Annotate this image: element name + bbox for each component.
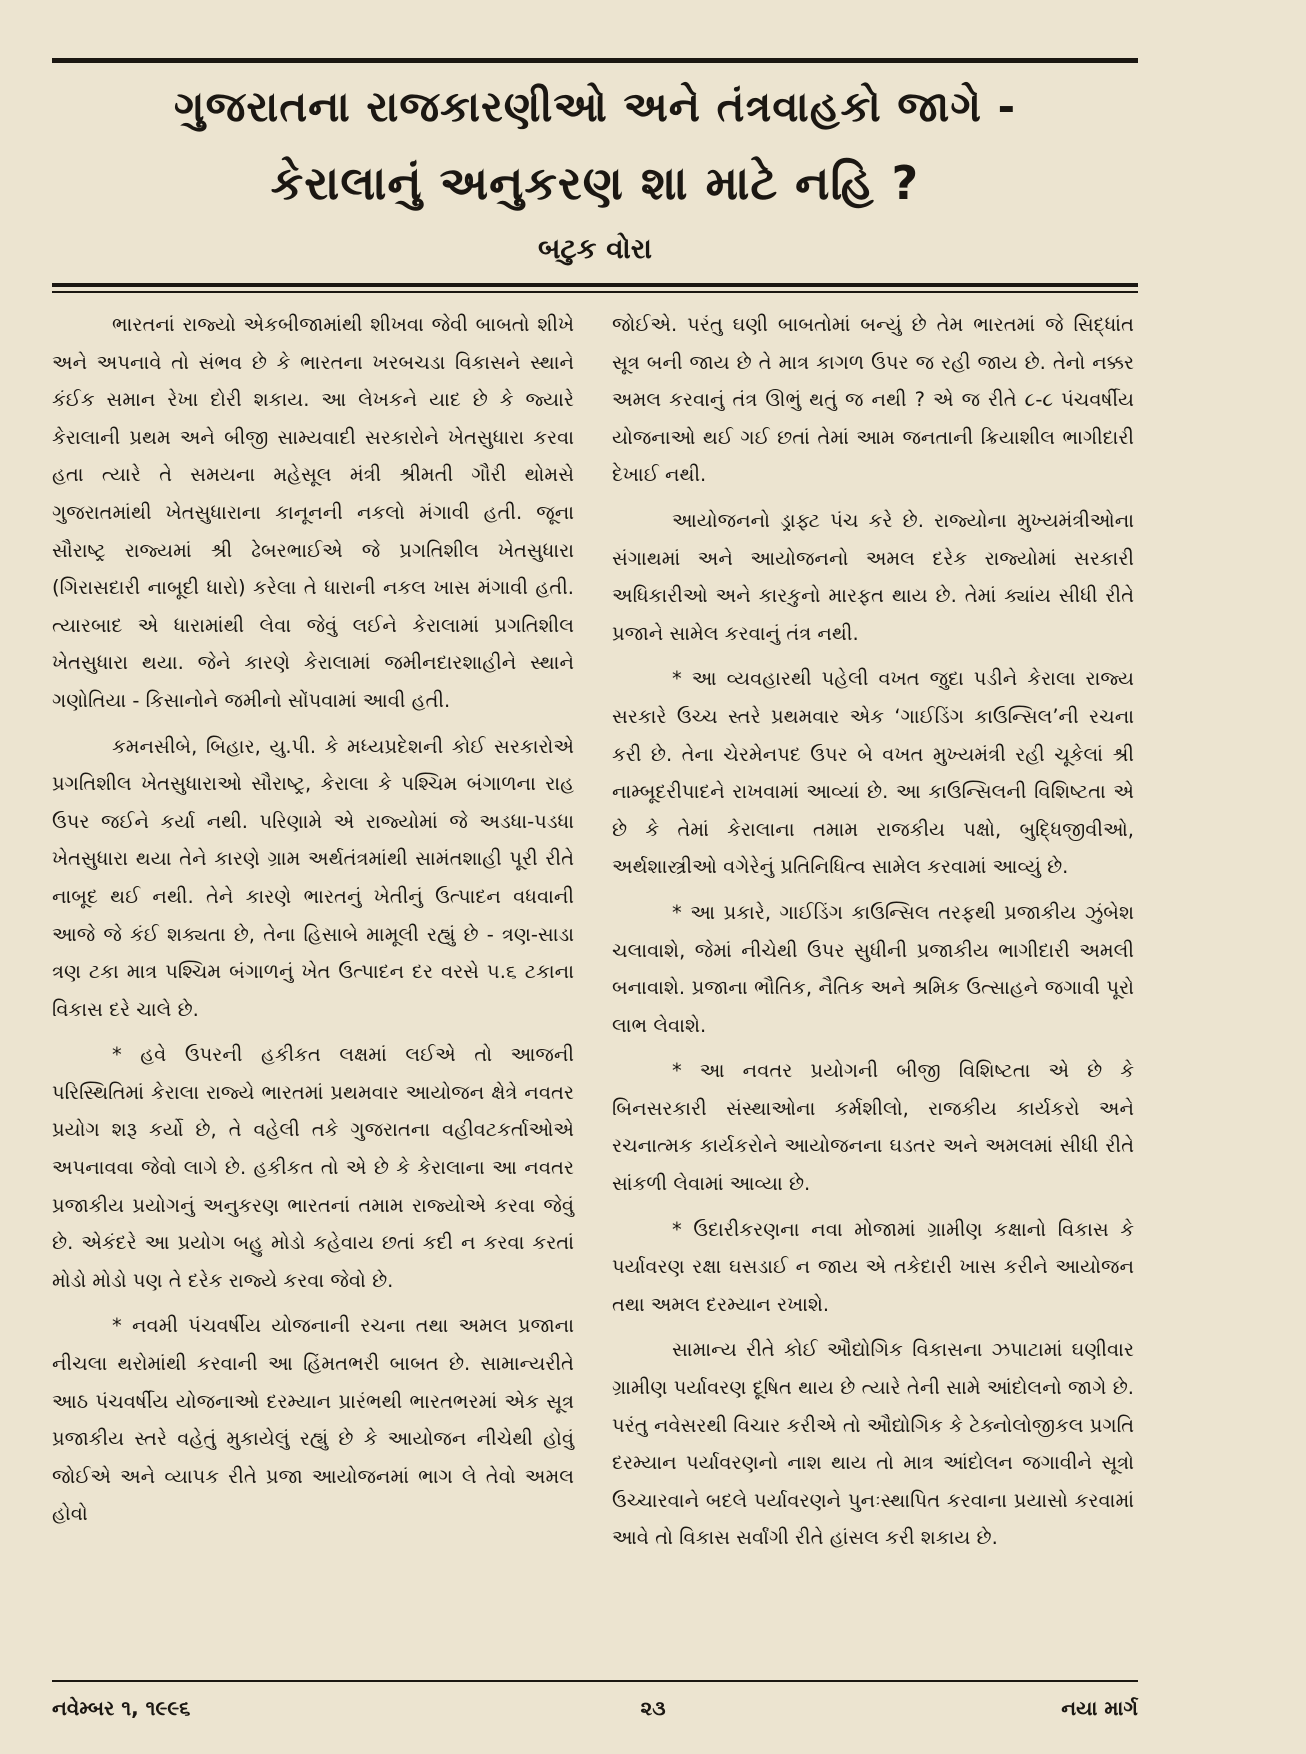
header-rule-thin xyxy=(52,291,1138,293)
article-title-line2: કેરાલાનું અનુકરણ શા માટે નહિ ? xyxy=(270,156,920,210)
paragraph: * હવે ઉપરની હકીકત લક્ષમાં લઈએ તો આજની પરિસ્થિતિમાં કેરાલા રાજ્યે ભારતમાં પ્રથમવાર આયોજન ક્ષેત્રે નવતર પ્રયોગ શરૂ કર્યો છે, તે વહેલી તકે ગુજરાતના વહીવટકર્તાઓએ અપનાવવા જેવો લાગે છે. હકીકત તો એ છે કે કેરાલાના આ નવતર પ્રજાકીય પ્રયોગનું અનુકરણ ભારતનાં તમામ રાજ્યોએ કરવા જેવું છે. એકંદરે આ પ્રયોગ બહુ મોડો કહેવાય છતાં કદી ન કરવા કરતાં મોડો મોડો પણ તે દરેક રાજ્યે કરવા જેવો છે. xyxy=(52,1043,574,1292)
paragraph: * આ પ્રકારે, ગાઈડિંગ કાઉન્સિલ તરફથી પ્રજાકીય ઝુંબેશ ચલાવાશે, જેમાં નીચેથી ઉપર સુધીની પ્રજાકીય ભાગીદારી અમલી બનાવાશે. પ્રજાના ભૌતિક, નૈતિક અને શ્રમિક ઉત્સાહને જગાવી પૂરો લાભ લેવાશે. xyxy=(612,900,1134,1037)
article-author: બટુક વોરા xyxy=(537,232,653,265)
paragraph: * આ વ્યવહારથી પહેલી વખત જુદા પડીને કેરાલા રાજ્ય સરકારે ઉચ્ચ સ્તરે પ્રથમવાર એક ‘ગાઈડિંગ કાઉન્સિલ’ની રચના કરી છે. તેના ચેરમેનપદ ઉપર બે વખત મુખ્યમંત્રી રહી ચૂકેલાં શ્રી નામ્બૂદરીપાદને રાખવામાં આવ્યાં છે. આ કાઉન્સિલની વિશિષ્ટતા એ છે કે તેમાં કેરાલાના તમામ રાજકીય પક્ષો, બુદ્ધિજીવીઓ, અર્થશાસ્ત્રીઓ વગેરેનું પ્રતિનિધિત્વ સામેલ કરવામાં આવ્યું છે. xyxy=(612,667,1134,879)
footer-rule xyxy=(52,1680,1138,1682)
article-title-line1: ગુજરાતના રાજકારણીઓ અને તંત્રવાહકો જાગે - xyxy=(173,82,1017,131)
paragraph: ભારતનાં રાજ્યો એકબીજામાંથી શીખવા જેવી બાબતો શીખે અને અપનાવે તો સંભવ છે કે ભારતના ખરબચડા વિકાસને સ્થાને કંઈક સમાન રેખા દોરી શકાય. આ લેખકને યાદ છે કે જ્યારે કેરાલાની પ્રથમ અને બીજી સામ્યવાદી સરકારોને ખેતસુધારા કરવા હતા ત્યારે તે સમયના મહેસૂલ મંત્રી શ્રીમતી ગૌરી થોમસે ગુજરાતમાંથી ખેતસુધારાના કાનૂનની નકલો મંગાવી હતી. જૂના સૌરાષ્ટ્ર રાજ્યમાં શ્રી ઢેબરભાઈએ જે પ્રગતિશીલ ખેતસુધારા (ગિરાસદારી નાબૂદી ધારો) કરેલા તે ધારાની નકલ ખાસ મંગાવી હતી. ત્યારબાદ એ ધારામાંથી લેવા જેવું લઈને કેરાલામાં પ્રગતિશીલ ખેતસુધારા થયા. જેને કારણે કેરાલામાં જમીનદારશાહીને સ્થાને ગણોતિયા - કિસાનોને જમીનો સોંપવામાં આવી હતી. xyxy=(52,313,574,712)
paragraph: * નવમી પંચવર્ષીય યોજનાની રચના તથા અમલ પ્રજાના નીચલા થરોમાંથી કરવાની આ હિંમતભરી બાબત છે. સામાન્યરીતે આઠ પંચવર્ષીય યોજનાઓ દરમ્યાન પ્રારંભથી ભારતભરમાં એક સૂત્ર પ્રજાકીય સ્તરે વહેતું મુકાયેલું રહ્યું છે કે આયોજન નીચેથી હોવું જોઈએ અને વ્યાપક રીતે પ્રજા આયોજનમાં ભાગ લે તેવો અમલ હોવો xyxy=(52,1314,574,1526)
footer-publication: નયા માર્ગ xyxy=(1061,1696,1138,1720)
left-column xyxy=(52,306,574,1541)
paragraph-continuation: જોઈએ. પરંતુ ઘણી બાબતોમાં બન્યું છે તેમ ભારતમાં જે સિદ્ધાંત સૂત્ર બની જાય છે તે માત્ર કાગળ ઉપર જ રહી જાય છે. તેનો નક્કર અમલ કરવાનું તંત્ર ઊભું થતું જ નથી ? એ જ રીતે ૮-૮ પંચવર્ષીય યોજનાઓ થઈ ગઈ છતાં તેમાં આમ જનતાની ક્રિયાશીલ ભાગીદારી દેખાઈ નથી. xyxy=(612,313,1134,487)
footer-page-number: ૨૩ xyxy=(640,1696,666,1720)
paragraph: કમનસીબે, બિહાર, યુ.પી. કે મધ્યપ્રદેશની કોઈ સરકારોએ પ્રગતિશીલ ખેતસુધારાઓ સૌરાષ્ટ્ર, કેરાલા કે પશ્ચિમ બંગાળના રાહ ઉપર જઈને કર્યા નથી. પરિણામે એ રાજ્યોમાં જે અડધા-પડધા ખેતસુધારા થયા તેને કારણે ગ્રામ અર્થતંત્રમાંથી સામંતશાહી પૂરી રીતે નાબૂદ થઈ નથી. તેને કારણે ભારતનું ખેતીનું ઉત્પાદન વધવાની આજે જે કંઈ શક્યતા છે, તેના હિસાબે મામૂલી રહ્યું છે - ત્રણ-સાડા ત્રણ ટકા માત્ર પશ્ચિમ બંગાળનું ખેત ઉત્પાદન દર વરસે ૫.૬ ટકાના વિકાસ દરે ચાલે છે. xyxy=(52,734,574,1021)
paragraph: * આ નવતર પ્રયોગની બીજી વિશિષ્ટતા એ છે કે બિનસરકારી સંસ્થાઓના કર્મશીલો, રાજકીય કાર્યકરો અને રચનાત્મક કાર્યકરોને આયોજનના ઘડતર અને અમલમાં સીધી રીતે સાંકળી લેવામાં આવ્યા છે. xyxy=(612,1059,1134,1196)
header-rule-thick xyxy=(52,283,1138,287)
paragraph: * ઉદારીકરણના નવા મોજામાં ગ્રામીણ કક્ષાનો વિકાસ કે પર્યાવરણ રક્ષા ઘસડાઈ ન જાય એ તકેદારી ખાસ કરીને આયોજન તથા અમલ દરમ્યાન રખાશે. xyxy=(612,1217,1134,1316)
right-column xyxy=(612,306,1134,1565)
top-rule xyxy=(52,58,1138,63)
paragraph: સામાન્ય રીતે કોઈ ઔદ્યોગિક વિકાસના ઝપાટામાં ઘણીવાર ગ્રામીણ પર્યાવરણ દૂષિત થાય છે ત્યારે તેની સામે આંદોલનો જાગે છે. પરંતુ નવેસરથી વિચાર કરીએ તો ઔદ્યોગિક કે ટેક્નોલોજીકલ પ્રગતિ દરમ્યાન પર્યાવરણનો નાશ થાય તો માત્ર આંદોલન જગાવીને સૂત્રો ઉચ્ચારવાને બદલે પર્યાવરણને પુનઃસ્થાપિત કરવાના પ્રયાસો કરવામાં આવે તો વિકાસ સર્વાંગી રીતે હાંસલ કરી શકાય છે. xyxy=(612,1338,1134,1550)
paragraph: આયોજનનો ડ્રાફ્ટ પંચ કરે છે. રાજ્યોના મુખ્યમંત્રીઓના સંગાથમાં અને આયોજનનો અમલ દરેક રાજ્યોમાં સરકારી અધિકારીઓ અને કારકુનો મારફત થાય છે. તેમાં ક્યાંય સીધી રીતે પ્રજાને સામેલ કરવાનું તંત્ર નથી. xyxy=(612,508,1134,645)
footer-date: નવેમ્બર ૧, ૧૯૯૬ xyxy=(52,1696,191,1720)
